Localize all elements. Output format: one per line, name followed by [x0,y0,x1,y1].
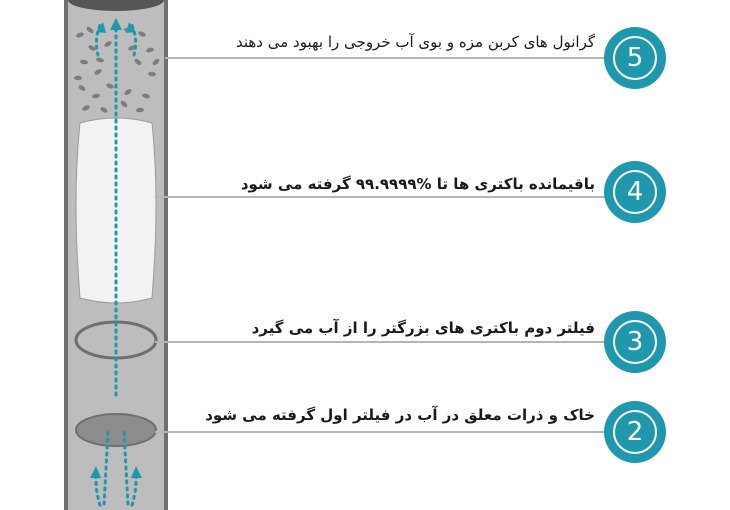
step-2-label: خاک و ذرات معلق در آب در فیلتر اول گرفته می شود [205,406,595,424]
carbon-granule [74,76,82,80]
step-5-label: گرانول های کربن مزه و بوی آب خروجی را بهبود می دهند [235,33,595,51]
step-4-number: 4 [626,177,644,207]
step-3-badge [604,311,666,373]
step-3-label: فیلتر دوم باکتری های بزرگتر را از آب می گیرد [251,319,595,337]
step-3-number: 3 [626,327,644,357]
step-5-number: 5 [626,43,644,73]
step-2-number: 2 [626,417,644,447]
step-2-badge [604,401,666,463]
step-4-label: باقیمانده باکتری ها تا %۹۹.۹۹۹۹ گرفته می شود [240,175,595,193]
connector-lines [155,58,606,432]
step-4-badge [604,161,666,223]
tube-right-wall [164,0,168,510]
first-filter-disc [76,414,156,446]
tube-left-wall [64,0,68,510]
step-5-badge [604,27,666,89]
